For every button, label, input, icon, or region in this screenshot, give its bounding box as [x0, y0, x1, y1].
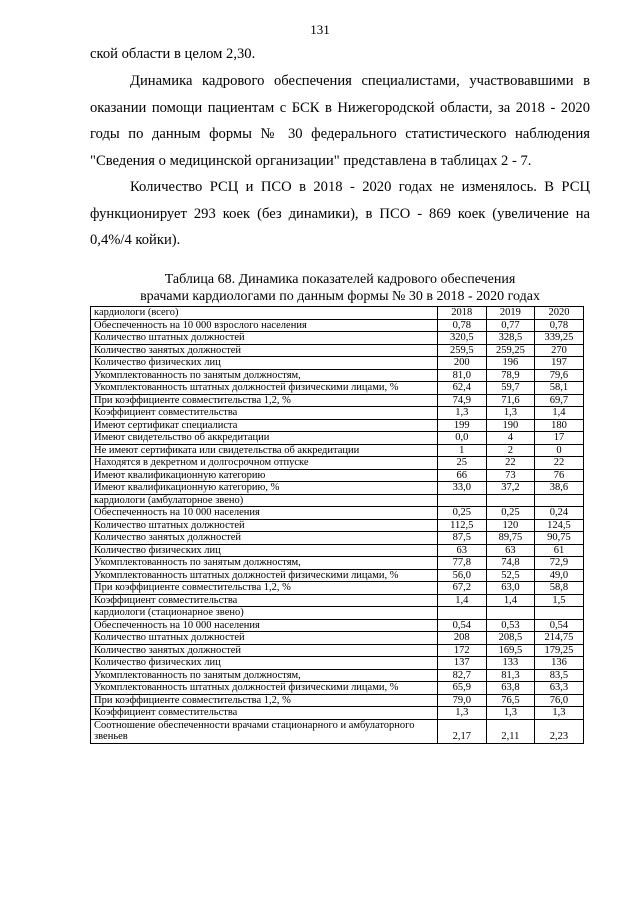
row-label-cell: Коэффициент совместительства [91, 707, 438, 720]
value-cell: 59,7 [486, 382, 535, 395]
value-cell [438, 494, 487, 507]
value-cell: 56,0 [438, 569, 487, 582]
value-cell: 328,5 [486, 332, 535, 345]
value-cell: 2,23 [535, 719, 584, 743]
header-cell-2018: 2018 [438, 307, 487, 320]
header-cell-group: кардиологи (всего) [91, 307, 438, 320]
table-row [91, 444, 584, 457]
value-cell: 1,4 [438, 594, 487, 607]
value-cell: 76 [535, 469, 584, 482]
value-cell: 63 [438, 544, 487, 557]
row-label-cell: Укомплектованность по занятым должностям, [91, 669, 438, 682]
value-cell: 339,25 [535, 332, 584, 345]
table-row [91, 469, 584, 482]
value-cell: 49,0 [535, 569, 584, 582]
value-cell: 65,9 [438, 682, 487, 695]
value-cell [438, 607, 487, 620]
table-row [91, 382, 584, 395]
value-cell: 0,25 [486, 507, 535, 520]
table-row [91, 719, 584, 743]
table-row [91, 607, 584, 620]
table-caption-line-2: врачами кардиологами по данным формы № 30 в 2018 - 2020 годах [140, 289, 540, 304]
row-label-cell: Укомплектованность по занятым должностям, [91, 369, 438, 382]
value-cell: 208,5 [486, 632, 535, 645]
value-cell: 63,0 [486, 582, 535, 595]
value-cell: 320,5 [438, 332, 487, 345]
row-label-cell: Количество штатных должностей [91, 519, 438, 532]
value-cell: 200 [438, 357, 487, 370]
value-cell [486, 607, 535, 620]
value-cell: 1 [438, 444, 487, 457]
value-cell: 62,4 [438, 382, 487, 395]
table-row [91, 482, 584, 495]
row-label-cell: Количество физических лиц [91, 657, 438, 670]
value-cell: 1,4 [535, 407, 584, 420]
value-cell: 1,5 [535, 594, 584, 607]
value-cell: 82,7 [438, 669, 487, 682]
value-cell: 78,9 [486, 369, 535, 382]
row-label-cell: Обеспеченность на 10 000 населения [91, 507, 438, 520]
value-cell: 52,5 [486, 569, 535, 582]
value-cell: 63,3 [535, 682, 584, 695]
row-label-cell: Соотношение обеспеченности врачами стационарного и амбулаторного звеньев [91, 719, 438, 743]
table-row [91, 594, 584, 607]
value-cell [535, 494, 584, 507]
table-body [91, 319, 584, 743]
value-cell: 0,53 [486, 619, 535, 632]
value-cell: 81,0 [438, 369, 487, 382]
header-cell-2019: 2019 [486, 307, 535, 320]
value-cell: 90,75 [535, 532, 584, 545]
row-label-cell: Количество штатных должностей [91, 332, 438, 345]
value-cell: 63 [486, 544, 535, 557]
table-row [91, 394, 584, 407]
table-caption [90, 271, 590, 305]
value-cell: 1,3 [438, 707, 487, 720]
value-cell: 58,1 [535, 382, 584, 395]
value-cell: 0,25 [438, 507, 487, 520]
value-cell: 61 [535, 544, 584, 557]
value-cell: 124,5 [535, 519, 584, 532]
table-row [91, 407, 584, 420]
row-label-cell: При коэффициенте совместительства 1,2, % [91, 394, 438, 407]
value-cell: 197 [535, 357, 584, 370]
row-label-cell: Количество физических лиц [91, 544, 438, 557]
row-label-cell: Обеспеченность на 10 000 взрослого населения [91, 319, 438, 332]
value-cell: 79,6 [535, 369, 584, 382]
table-row [91, 419, 584, 432]
row-label-cell: Обеспеченность на 10 000 населения [91, 619, 438, 632]
row-label-cell: Количество занятых должностей [91, 344, 438, 357]
value-cell: 0,78 [438, 319, 487, 332]
row-label-cell: Имеют квалификационную категорию, % [91, 482, 438, 495]
value-cell: 2,17 [438, 719, 487, 743]
row-label-cell: Не имеют сертификата или свидетельства об аккредитации [91, 444, 438, 457]
value-cell: 87,5 [438, 532, 487, 545]
cardiologists-staffing-table [90, 306, 584, 744]
table-row [91, 357, 584, 370]
value-cell: 74,9 [438, 394, 487, 407]
table-row [91, 569, 584, 582]
value-cell: 83,5 [535, 669, 584, 682]
table-row [91, 619, 584, 632]
value-cell: 77,8 [438, 557, 487, 570]
value-cell: 169,5 [486, 644, 535, 657]
table-caption-line-1: Таблица 68. Динамика показателей кадрового обеспечения [164, 272, 516, 287]
value-cell: 74,8 [486, 557, 535, 570]
value-cell: 72,9 [535, 557, 584, 570]
value-cell: 67,2 [438, 582, 487, 595]
value-cell: 0,24 [535, 507, 584, 520]
table-row [91, 544, 584, 557]
value-cell: 136 [535, 657, 584, 670]
value-cell: 112,5 [438, 519, 487, 532]
value-cell: 0 [535, 444, 584, 457]
header-cell-2020: 2020 [535, 307, 584, 320]
value-cell: 1,3 [486, 707, 535, 720]
row-label-cell: Коэффициент совместительства [91, 407, 438, 420]
value-cell: 58,8 [535, 582, 584, 595]
table-row [91, 507, 584, 520]
value-cell: 259,25 [486, 344, 535, 357]
value-cell: 33,0 [438, 482, 487, 495]
row-label-cell: Укомплектованность штатных должностей физическими лицами, % [91, 682, 438, 695]
value-cell [535, 607, 584, 620]
value-cell: 4 [486, 432, 535, 445]
table-row [91, 532, 584, 545]
row-label-cell: Имеют сертификат специалиста [91, 419, 438, 432]
page-number: 131 [310, 22, 330, 37]
value-cell: 73 [486, 469, 535, 482]
value-cell: 259,5 [438, 344, 487, 357]
table-row [91, 557, 584, 570]
table-row [91, 582, 584, 595]
paragraph-rsc-pso-beds: Количество РСЦ и ПСО в 2018 - 2020 годах не изменялось. В РСЦ функционирует 293 коек (без динамики), в ПСО - 869 коек (увеличение на 0,4%/4 койки). [90, 179, 590, 248]
value-cell: 1,3 [438, 407, 487, 420]
row-label-cell: кардиологи (амбулаторное звено) [91, 494, 438, 507]
row-label-cell: Имеют квалификационную категорию [91, 469, 438, 482]
row-label-cell: Коэффициент совместительства [91, 594, 438, 607]
row-label-cell: При коэффициенте совместительства 1,2, % [91, 694, 438, 707]
table-row [91, 707, 584, 720]
value-cell: 120 [486, 519, 535, 532]
table-row [91, 457, 584, 470]
row-label-cell: кардиологи (стационарное звено) [91, 607, 438, 620]
value-cell: 66 [438, 469, 487, 482]
table-row [91, 682, 584, 695]
value-cell: 214,75 [535, 632, 584, 645]
row-label-cell: Количество штатных должностей [91, 632, 438, 645]
value-cell: 190 [486, 419, 535, 432]
table-row [91, 632, 584, 645]
table-header-row [91, 307, 584, 320]
value-cell: 71,6 [486, 394, 535, 407]
value-cell: 137 [438, 657, 487, 670]
value-cell: 0,54 [535, 619, 584, 632]
value-cell: 37,2 [486, 482, 535, 495]
value-cell: 0,0 [438, 432, 487, 445]
value-cell: 172 [438, 644, 487, 657]
table-row [91, 369, 584, 382]
table-row [91, 432, 584, 445]
value-cell: 180 [535, 419, 584, 432]
value-cell: 25 [438, 457, 487, 470]
value-cell: 38,6 [535, 482, 584, 495]
value-cell: 76,0 [535, 694, 584, 707]
value-cell [486, 494, 535, 507]
value-cell: 2,11 [486, 719, 535, 743]
value-cell: 1,3 [535, 707, 584, 720]
table-row [91, 344, 584, 357]
value-cell: 63,8 [486, 682, 535, 695]
value-cell: 179,25 [535, 644, 584, 657]
value-cell: 89,75 [486, 532, 535, 545]
value-cell: 133 [486, 657, 535, 670]
row-label-cell: Имеют свидетельство об аккредитации [91, 432, 438, 445]
table-row [91, 494, 584, 507]
value-cell: 196 [486, 357, 535, 370]
row-label-cell: При коэффициенте совместительства 1,2, % [91, 582, 438, 595]
value-cell: 1,3 [486, 407, 535, 420]
row-label-cell: Количество физических лиц [91, 357, 438, 370]
value-cell: 22 [486, 457, 535, 470]
value-cell: 69,7 [535, 394, 584, 407]
value-cell: 0,78 [535, 319, 584, 332]
row-label-cell: Укомплектованность штатных должностей физическими лицами, % [91, 569, 438, 582]
row-label-cell: Находятся в декретном и долгосрочном отпуске [91, 457, 438, 470]
value-cell: 1,4 [486, 594, 535, 607]
value-cell: 79,0 [438, 694, 487, 707]
value-cell: 22 [535, 457, 584, 470]
table-row [91, 694, 584, 707]
value-cell: 208 [438, 632, 487, 645]
table-row [91, 657, 584, 670]
table-row [91, 669, 584, 682]
table-row [91, 644, 584, 657]
value-cell: 0,77 [486, 319, 535, 332]
value-cell: 17 [535, 432, 584, 445]
table-row [91, 319, 584, 332]
paragraph-staffing-dynamics: Динамика кадрового обеспечения специалистами, участвовавшими в оказании помощи пациентам с БСК в Нижегородской области, за 2018 - 2020 годы по данным формы № 30 федерального статистического наблюдения "Сведения о медицинской организации" представлена в таблицах 2 - 7. [90, 73, 590, 169]
paragraph-continuation: ской области в целом 2,30. [90, 46, 256, 62]
value-cell: 199 [438, 419, 487, 432]
value-cell: 81,3 [486, 669, 535, 682]
value-cell: 76,5 [486, 694, 535, 707]
value-cell: 0,54 [438, 619, 487, 632]
value-cell: 2 [486, 444, 535, 457]
row-label-cell: Количество занятых должностей [91, 532, 438, 545]
row-label-cell: Количество занятых должностей [91, 644, 438, 657]
table-row [91, 332, 584, 345]
table-row [91, 519, 584, 532]
value-cell: 270 [535, 344, 584, 357]
row-label-cell: Укомплектованность штатных должностей физическими лицами, % [91, 382, 438, 395]
row-label-cell: Укомплектованность по занятым должностям, [91, 557, 438, 570]
